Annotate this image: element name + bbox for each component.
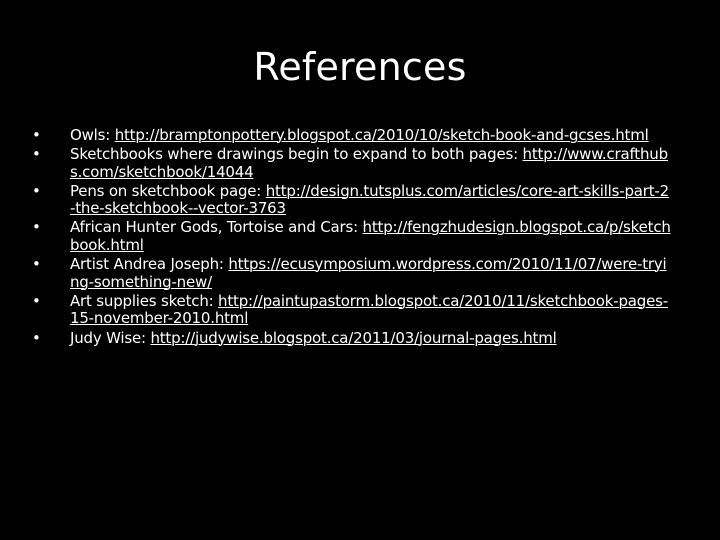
reference-label: Pens on sketchbook page: — [70, 181, 266, 200]
slide-title: References — [253, 45, 467, 89]
reference-link[interactable]: http://www.crafthubs.com/sketchbook/14044 — [70, 145, 668, 181]
bullet-icon: • — [32, 291, 41, 310]
reference-link[interactable]: http://paintupastorm.blogspot.ca/2010/11/sketchbook-pages-15-november-2010.html — [70, 291, 668, 328]
reference-link[interactable]: http://fengzhudesign.blogspot.ca/p/sketchbook.html — [70, 218, 671, 255]
reference-link[interactable]: http://judywise.blogspot.ca/2011/03/journal-pages.html — [150, 328, 557, 347]
reference-item-art-supplies — [32, 293, 672, 328]
reference-label: Judy Wise: — [70, 328, 151, 347]
bullet-icon: • — [32, 145, 41, 164]
reference-item-andrea-joseph — [32, 256, 672, 291]
reference-item-judy-wise — [32, 330, 672, 348]
bullet-icon: • — [32, 255, 41, 274]
reference-item-african-hunter-gods — [32, 219, 672, 254]
reference-label: African Hunter Gods, Tortoise and Cars: — [70, 218, 363, 237]
bullet-icon: • — [32, 181, 41, 200]
reference-item-pens — [32, 183, 672, 218]
reference-label: Owls: — [70, 126, 115, 144]
bullet-icon: • — [32, 328, 41, 347]
reference-label: Artist Andrea Joseph: — [70, 255, 229, 274]
references-list — [32, 127, 672, 349]
reference-link[interactable]: https://ecusymposium.wordpress.com/2010/11/07/were-trying-something-new/ — [70, 255, 667, 291]
reference-item-owls — [32, 127, 672, 145]
reference-label: Art supplies sketch: — [70, 291, 219, 310]
reference-link[interactable]: http://design.tutsplus.com/articles/core-art-skills-part-2-the-sketchbook--vector-3763 — [70, 181, 669, 218]
bullet-icon: • — [32, 126, 41, 144]
reference-link[interactable]: http://bramptonpottery.blogspot.ca/2010/10/sketch-book-and-gcses.html — [114, 126, 649, 144]
reference-item-sketchbooks — [32, 146, 672, 181]
bullet-icon: • — [32, 218, 41, 237]
reference-label: Sketchbooks where drawings begin to expand to both pages: — [70, 145, 523, 164]
